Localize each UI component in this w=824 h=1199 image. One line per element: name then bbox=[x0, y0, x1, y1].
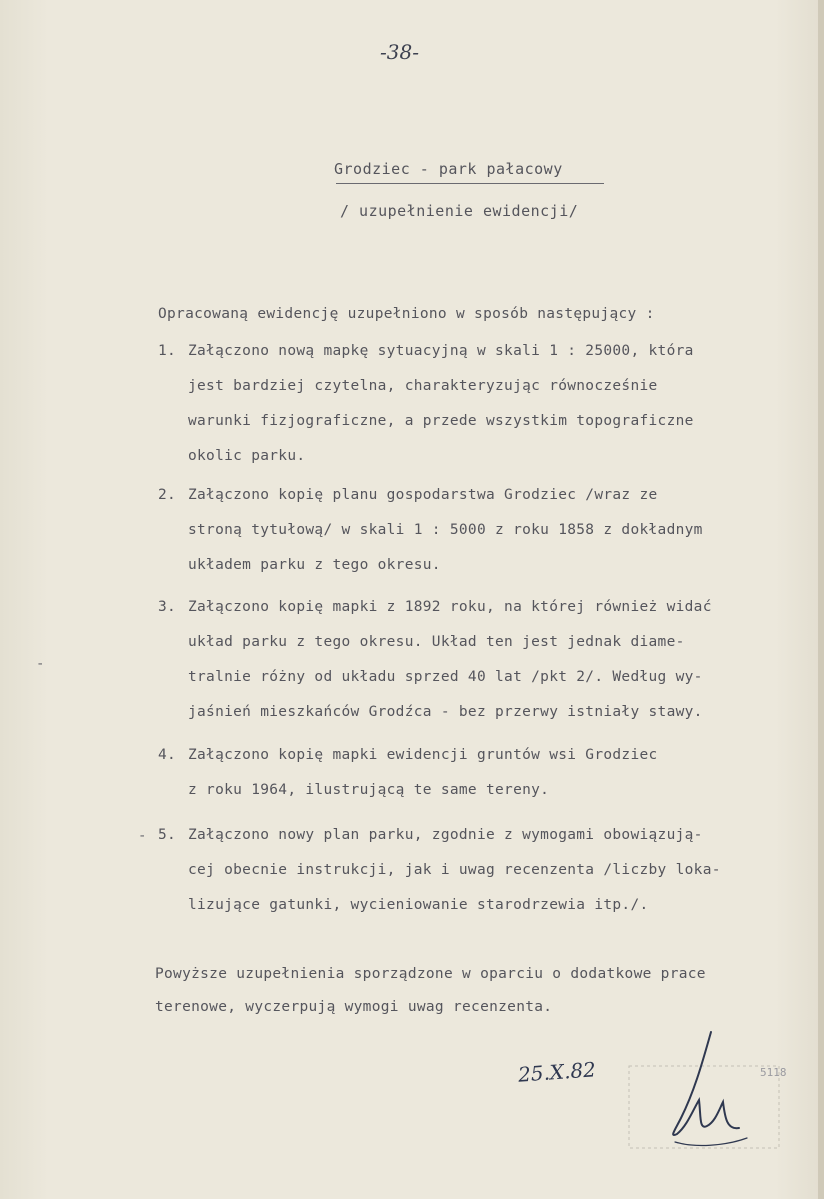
item-line: układ parku z tego okresu. Układ ten jest jednak diame- bbox=[188, 634, 685, 650]
item-line: układem parku z tego okresu. bbox=[188, 557, 441, 573]
intro-text: Opracowaną ewidencję uzupełniono w sposób następujący : bbox=[158, 306, 655, 322]
title-underline bbox=[336, 183, 604, 184]
document-title: Grodziec - park pałacowy bbox=[334, 160, 563, 178]
item-number: 3. bbox=[158, 599, 177, 615]
document-subtitle: / uzupełnienie ewidencji/ bbox=[340, 202, 579, 220]
margin-mark: - bbox=[36, 656, 45, 672]
signature-underline bbox=[675, 1138, 747, 1145]
list-item bbox=[158, 334, 788, 474]
item-number: 5. bbox=[158, 827, 177, 843]
item-line: cej obecnie instrukcji, jak i uwag recenzenta /liczby loka- bbox=[188, 862, 721, 878]
closing-line: Powyższe uzupełnienia sporządzone w oparciu o dodatkowe prace bbox=[155, 966, 706, 982]
margin-mark: - bbox=[138, 828, 147, 844]
closing-line: terenowe, wyczerpują wymogi uwag recenzenta. bbox=[155, 999, 553, 1015]
item-line: Załączono kopię planu gospodarstwa Grodziec /wraz ze bbox=[188, 487, 658, 503]
item-number: 1. bbox=[158, 343, 177, 359]
list-item bbox=[158, 738, 788, 808]
item-line: Załączono kopię mapki z 1892 roku, na której również widać bbox=[188, 599, 712, 615]
item-line: jest bardziej czytelna, charakteryzując równocześnie bbox=[188, 378, 658, 394]
item-line: Załączono nowy plan parku, zgodnie z wymogami obowiązują- bbox=[188, 827, 703, 843]
item-line: Załączono nową mapkę sytuacyjną w skali 1 : 25000, która bbox=[188, 343, 694, 359]
stamp-outline bbox=[629, 1066, 779, 1148]
handwritten-date: 25.X.82 bbox=[517, 1057, 597, 1087]
item-line: warunki fizjograficzne, a przede wszystkim topograficzne bbox=[188, 413, 694, 429]
paper-edge bbox=[818, 0, 824, 1199]
item-number: 4. bbox=[158, 747, 177, 763]
item-line: lizujące gatunki, wycieniowanie starodrzewia itp./. bbox=[188, 897, 649, 913]
signature-stroke bbox=[673, 1032, 739, 1135]
item-line: z roku 1964, ilustrującą te same tereny. bbox=[188, 782, 550, 798]
item-line: okolic parku. bbox=[188, 448, 306, 464]
list-item bbox=[158, 478, 788, 583]
item-line: jaśnień mieszkańców Grodźca - bez przerwy istniały stawy. bbox=[188, 704, 703, 720]
stamp-fragment: 5118 bbox=[760, 1066, 787, 1079]
list-item bbox=[158, 590, 788, 730]
item-line: stroną tytułową/ w skali 1 : 5000 z roku 1858 z dokładnym bbox=[188, 522, 703, 538]
page-number: -38- bbox=[380, 40, 419, 64]
item-number: 2. bbox=[158, 487, 177, 503]
list-item bbox=[158, 818, 788, 923]
item-line: Załączono kopię mapki ewidencji gruntów wsi Grodziec bbox=[188, 747, 658, 763]
item-line: tralnie różny od układu sprzed 40 lat /pkt 2/. Według wy- bbox=[188, 669, 703, 685]
closing-paragraph bbox=[155, 958, 795, 1024]
signature-image bbox=[615, 1030, 785, 1160]
